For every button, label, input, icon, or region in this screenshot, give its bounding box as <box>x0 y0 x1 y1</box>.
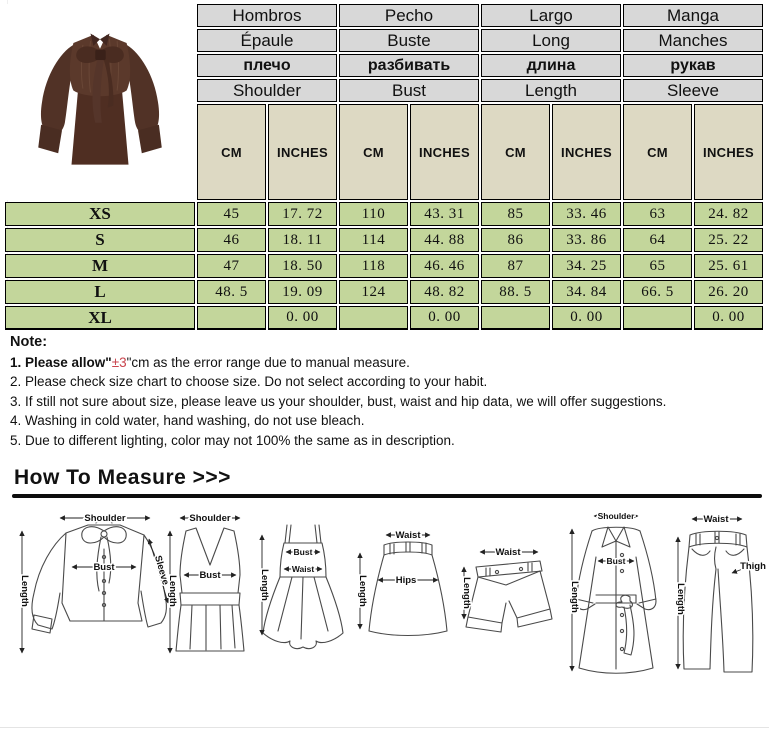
size-label: L <box>5 280 195 304</box>
value-cell: 47 <box>197 254 266 278</box>
unit-cm: CM <box>197 104 266 200</box>
value-cell: 26. 20 <box>694 280 763 304</box>
divider-rule <box>12 494 762 498</box>
value-cell: 18. 11 <box>268 228 337 252</box>
value-cell: 46. 46 <box>410 254 479 278</box>
garment-pants-sketch <box>675 514 766 672</box>
label-bust: Bust <box>293 547 313 557</box>
label-bust: Bust <box>93 562 115 573</box>
note-1-bold: 1. Please allow" <box>10 354 112 370</box>
label-length: Length <box>675 583 686 615</box>
header-row-spanish <box>5 4 763 27</box>
label-bust: Bust <box>199 570 221 581</box>
label-sleeve: Sleeve <box>151 554 171 587</box>
value-cell: 19. 09 <box>268 280 337 304</box>
measure-diagrams <box>0 505 769 705</box>
size-label: S <box>5 228 195 252</box>
unit-inches: INCHES <box>410 104 479 200</box>
value-cell: 87 <box>481 254 550 278</box>
value-cell: 44. 88 <box>410 228 479 252</box>
header-length-es: Largo <box>481 4 621 27</box>
value-cell: 46 <box>197 228 266 252</box>
note-item-1 <box>10 353 762 373</box>
garment-cami-dress-sketch <box>259 525 343 649</box>
header-length-en: Length <box>481 79 621 102</box>
size-label: XS <box>5 202 195 226</box>
value-cell: 48. 5 <box>197 280 266 304</box>
label-shoulder: Shoulder <box>189 513 231 524</box>
label-length: Length <box>357 575 368 607</box>
header-sleeve-ru: рукав <box>623 54 763 77</box>
note-1-tolerance: ±3 <box>111 354 127 370</box>
value-cell: 34. 25 <box>552 254 621 278</box>
value-cell: 34. 84 <box>552 280 621 304</box>
value-cell: 0. 00 <box>410 306 479 330</box>
dress-illustration <box>38 33 162 164</box>
header-sleeve-fr: Manches <box>623 29 763 52</box>
value-cell: 0. 00 <box>552 306 621 330</box>
label-length: Length <box>167 575 178 607</box>
value-cell: 86 <box>481 228 550 252</box>
size-label: M <box>5 254 195 278</box>
label-length: Length <box>461 577 472 609</box>
label-thigh: Thigh <box>740 561 766 572</box>
garment-vneck-top-sketch <box>167 513 244 653</box>
unit-cm: CM <box>481 104 550 200</box>
label-waist: Waist <box>291 564 315 574</box>
value-cell: 33. 86 <box>552 228 621 252</box>
how-to-measure-title: How To Measure >>> <box>14 466 231 489</box>
size-label: XL <box>5 306 195 330</box>
unit-cm: CM <box>623 104 692 200</box>
label-length: Length <box>19 575 30 607</box>
value-cell: 65 <box>623 254 692 278</box>
value-cell <box>197 306 266 330</box>
unit-inches: INCHES <box>552 104 621 200</box>
size-chart-table <box>3 2 765 332</box>
value-cell: 0. 00 <box>268 306 337 330</box>
note-item-3: 3. If still not sure about size, please leave us your shoulder, bust, waist and hip data, we will offer suggestions. <box>10 393 667 409</box>
label-waist: Waist <box>703 514 729 525</box>
product-photo-cell <box>5 4 195 200</box>
value-cell: 43. 31 <box>410 202 479 226</box>
value-cell <box>623 306 692 330</box>
value-cell: 118 <box>339 254 408 278</box>
value-cell <box>481 306 550 330</box>
label-shoulder: Shoulder <box>84 513 126 524</box>
header-sleeve-en: Sleeve <box>623 79 763 102</box>
value-cell: 88. 5 <box>481 280 550 304</box>
value-cell: 64 <box>623 228 692 252</box>
note-item-4: 4. Washing in cold water, hand washing, do not use bleach. <box>10 413 365 428</box>
garment-coat-sketch <box>569 511 656 673</box>
value-cell: 33. 46 <box>552 202 621 226</box>
garment-skirt-sketch <box>357 530 447 636</box>
header-bust-ru: разбивать <box>339 54 479 77</box>
header-bust-fr: Buste <box>339 29 479 52</box>
value-cell: 17. 72 <box>268 202 337 226</box>
note-item-2: 2. Please check size chart to choose size. Do not select according to your habit. <box>10 374 488 389</box>
header-shoulder-fr: Épaule <box>197 29 337 52</box>
header-sleeve-es: Manga <box>623 4 763 27</box>
header-shoulder-ru: плечо <box>197 54 337 77</box>
unit-inches: INCHES <box>268 104 337 200</box>
notes-section <box>10 333 762 450</box>
note-1-rest: "cm as the error range due to manual measure. <box>126 354 410 370</box>
value-cell: 25. 61 <box>694 254 763 278</box>
product-photo <box>24 16 176 184</box>
size-row-xl <box>5 306 763 330</box>
label-waist: Waist <box>395 530 421 541</box>
value-cell: 18. 50 <box>268 254 337 278</box>
label-waist: Waist <box>495 547 521 558</box>
label-length: Length <box>569 581 580 613</box>
header-shoulder-es: Hombros <box>197 4 337 27</box>
label-hips: Hips <box>395 575 417 586</box>
unit-inches: INCHES <box>694 104 763 200</box>
value-cell: 124 <box>339 280 408 304</box>
header-bust-es: Pecho <box>339 4 479 27</box>
size-row-s <box>5 228 763 252</box>
value-cell: 48. 82 <box>410 280 479 304</box>
label-shoulder: Shoulder <box>597 511 635 521</box>
faint-gridline-bottom <box>0 727 769 728</box>
value-cell: 24. 82 <box>694 202 763 226</box>
garment-shorts-sketch <box>461 547 552 632</box>
value-cell: 85 <box>481 202 550 226</box>
value-cell <box>339 306 408 330</box>
header-length-fr: Long <box>481 29 621 52</box>
garment-blouse-sketch <box>19 513 171 653</box>
value-cell: 0. 00 <box>694 306 763 330</box>
note-item-5: 5. Due to different lighting, color may not 100% the same as in description. <box>10 432 455 448</box>
label-length: Length <box>259 569 270 601</box>
header-bust-en: Bust <box>339 79 479 102</box>
notes-heading: Note: <box>10 334 48 350</box>
value-cell: 66. 5 <box>623 280 692 304</box>
label-bust: Bust <box>606 556 626 566</box>
header-shoulder-en: Shoulder <box>197 79 337 102</box>
value-cell: 110 <box>339 202 408 226</box>
header-length-ru: длина <box>481 54 621 77</box>
size-row-m <box>5 254 763 278</box>
value-cell: 45 <box>197 202 266 226</box>
size-row-xs <box>5 202 763 226</box>
value-cell: 63 <box>623 202 692 226</box>
value-cell: 114 <box>339 228 408 252</box>
value-cell: 25. 22 <box>694 228 763 252</box>
unit-cm: CM <box>339 104 408 200</box>
size-row-l <box>5 280 763 304</box>
